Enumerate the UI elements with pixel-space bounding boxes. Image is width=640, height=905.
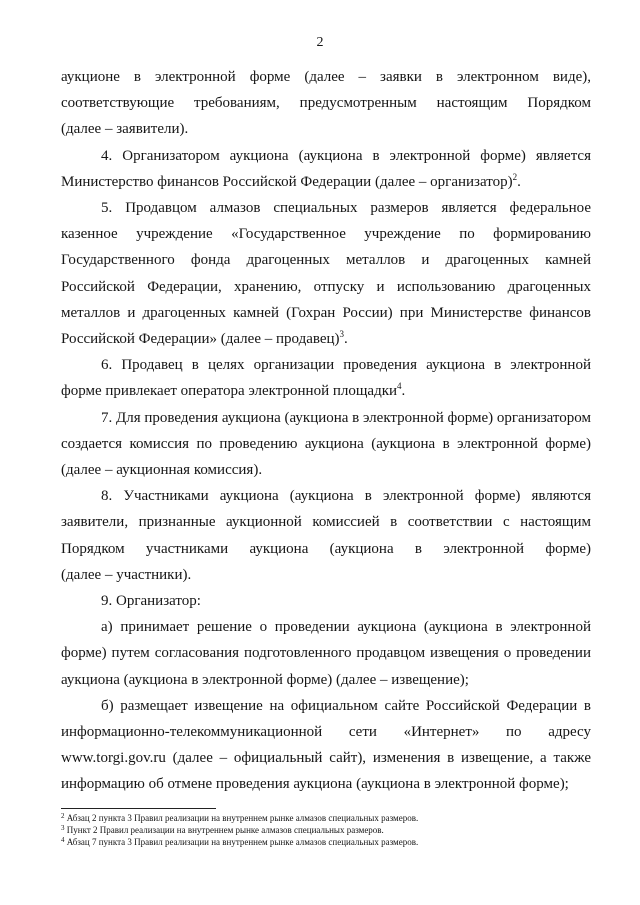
text-line-content: форме привлекает оператора электронной площадки [61, 383, 398, 400]
footnote-item [61, 824, 601, 836]
text-line: соответствующие требованиям, предусмотренным настоящим Порядком [61, 95, 591, 112]
text-line [61, 169, 591, 195]
footnote-text: Пункт 2 Правил реализации на внутреннем рынке алмазов специальных размеров. [66, 825, 384, 835]
text-line: (далее – заявители). [61, 121, 189, 138]
text-line: информационно-телекоммуникационной сети «Интернет» по адресу [61, 724, 591, 741]
footnote-ref: 4 [397, 381, 402, 392]
text-line: а) принимает решение о проведении аукциона (аукциона в электронной [101, 619, 591, 636]
footnote-text: Абзац 7 пункта 3 Правил реализации на внутреннем рынке алмазов специальных размеров. [66, 837, 419, 847]
text-line [61, 326, 591, 352]
paragraph-8 [61, 483, 591, 588]
paragraph-6 [61, 352, 591, 404]
text-line: заявители, признанные аукционной комиссией в соответствии с настоящим [61, 514, 591, 531]
text-line-content: Министерство финансов Российской Федерации (далее – организатор) [61, 173, 513, 190]
text-line: www.torgi.gov.ru (далее – официальный сайт), изменения в извещение, а также [61, 750, 591, 767]
text-line: 5. Продавцом алмазов специальных размеров является федеральное [101, 200, 591, 217]
text-line: создается комиссия по проведению аукциона (аукциона в электронной форме) [61, 435, 591, 452]
footnote-item [61, 812, 601, 824]
page-number: 2 [316, 35, 324, 50]
sentence-end: . [401, 383, 406, 400]
text-line: б) размещает извещение на официальном сайте Российской Федерации в [101, 697, 591, 714]
footnotes [61, 812, 601, 848]
footnote-ref: 3 [339, 329, 345, 340]
paragraph-9 [61, 588, 591, 614]
text-line: 6. Продавец в целях организации проведения аукциона в электронной [101, 357, 591, 374]
footnote-mark: 4 [61, 836, 65, 844]
text-line: аукциона (аукциона в электронной форме) (далее – извещение); [61, 671, 469, 688]
document-body [61, 64, 591, 798]
sentence-end: . [517, 173, 521, 190]
text-line-content: Российской Федерации» (далее – продавец) [61, 331, 340, 348]
text-line: 7. Для проведения аукциона (аукциона в электронной форме) организатором [101, 409, 591, 426]
footnote-mark: 2 [61, 812, 65, 820]
text-line: форме) путем согласования подготовленного продавцом извещения о проведении [61, 645, 591, 662]
text-line: аукционе в электронной форме (далее – заявки в электронном виде), [61, 69, 591, 85]
footnote-item [61, 836, 601, 848]
text-line: (далее – аукционная комиссия). [61, 462, 263, 479]
text-line: 9. Организатор: [101, 593, 201, 610]
paragraph-9a [61, 614, 591, 693]
text-line: 8. Участниками аукциона (аукциона в электронной форме) являются [101, 488, 591, 505]
footnote-divider [61, 808, 216, 809]
text-line: информацию об отмене проведения аукциона (аукциона в электронной форме); [61, 776, 569, 793]
paragraph-9b [61, 693, 591, 798]
text-line: Российской Федерации, хранению, отпуску и использованию драгоценных [61, 278, 591, 295]
text-line [61, 378, 591, 404]
text-line: 4. Организатором аукциона (аукциона в электронной форме) является [101, 147, 591, 164]
text-line: металлов и драгоценных камней (Гохран России) при Министерстве финансов [61, 304, 591, 321]
sentence-end: . [344, 331, 348, 348]
paragraph-7 [61, 405, 591, 484]
paragraph-5 [61, 195, 591, 352]
text-line: (далее – участники). [61, 566, 192, 583]
text-line: Государственного фонда драгоценных металлов и драгоценных камней [61, 252, 591, 269]
footnote-ref: 2 [512, 171, 518, 182]
paragraph-4 [61, 143, 591, 195]
footnote-mark: 3 [61, 824, 65, 832]
text-line: Порядком участниками аукциона (аукциона в электронной форме) [61, 540, 591, 557]
text-line: казенное учреждение «Государственное учреждение по формированию [61, 226, 591, 243]
paragraph-continuation [61, 64, 591, 143]
footnote-text: Абзац 2 пункта 3 Правил реализации на внутреннем рынке алмазов специальных размеров. [66, 813, 419, 823]
